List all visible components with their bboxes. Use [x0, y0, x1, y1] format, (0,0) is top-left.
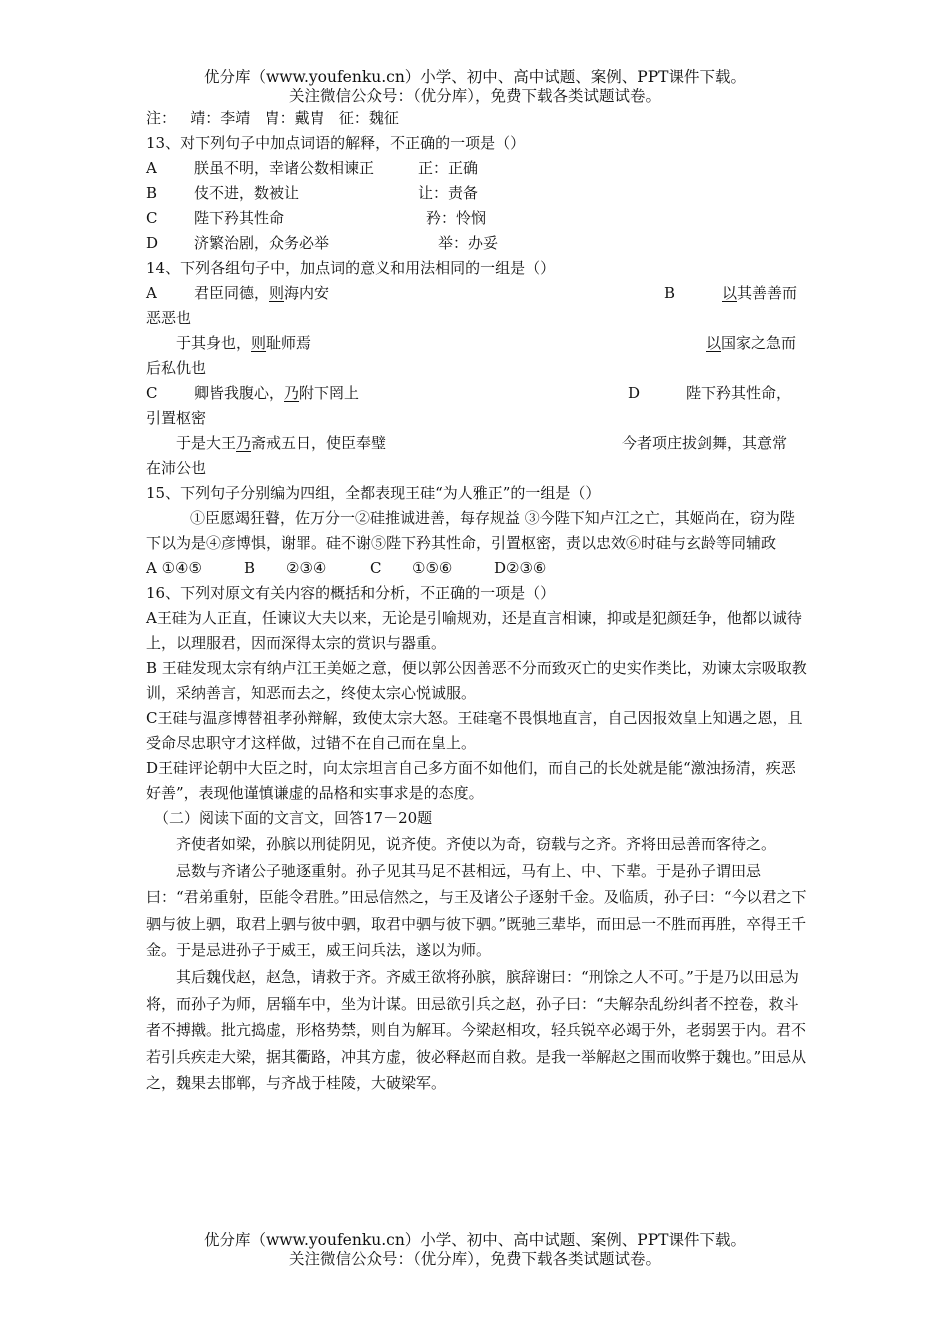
q16-stem: 16、下列对原文有关内容的概括和分析，不正确的一项是（） — [146, 584, 556, 602]
q14-a-label: A — [146, 284, 157, 302]
q14-c1-key: 乃 — [284, 384, 300, 402]
q15-option-c-label: C — [370, 559, 382, 577]
q14-d1: 陛下矜其性命， — [686, 384, 792, 402]
q14-stem: 14、下列各组句子中，加点词的意义和用法相同的一组是（） — [146, 259, 556, 277]
q13-option-b-gloss: 让：责备 — [418, 184, 479, 202]
document-body — [146, 106, 808, 1097]
passage-paragraph-1: 齐使者如梁，孙膑以刑徒阴见，说齐使。齐使以为奇，窃载与之齐。齐将田忌善而客待之。 — [176, 835, 777, 853]
q13-option-a-gloss: 正：正确 — [418, 159, 479, 177]
q13-option-c-label: C — [146, 209, 158, 227]
q16-option-d: D王硅评论朝中大臣之时，向太宗坦言自己多方面不如他们，而自己的长处就是能“激浊扬清，疾恶好善”，表现他谨慎谦虚的品格和实事求是的态度。 — [146, 759, 796, 802]
q13-option-d-gloss: 举：办妥 — [438, 234, 499, 252]
q14-row-cd-1 — [146, 381, 808, 406]
q14-a1-pre: 君臣同德， — [194, 284, 270, 302]
q13-option-b-text: 伎不进，数被让 — [194, 184, 300, 202]
q14-c2 — [176, 431, 386, 456]
q14-b2-cont: 后私仇也 — [146, 359, 207, 377]
q14-d2-cont: 在沛公也 — [146, 459, 207, 477]
q14-d1-cont: 引置枢密 — [146, 409, 207, 427]
q14-b1 — [722, 281, 797, 306]
q14-c1 — [194, 381, 359, 406]
q14-d-label: D — [628, 384, 641, 402]
q13-option-b-label: B — [146, 184, 158, 202]
q14-c2-key: 乃 — [236, 434, 252, 452]
q14-b1-post: 其善善而 — [737, 284, 798, 302]
q14-c1-post: 附下罔上 — [299, 384, 360, 402]
q13-option-a — [146, 156, 808, 181]
q14-b-label: B — [664, 284, 676, 302]
q13-option-c-text: 陛下矜其性命 — [194, 209, 285, 227]
q14-c1-pre: 卿皆我腹心， — [194, 384, 285, 402]
q15-stem: 15、下列句子分别编为四组，全都表现王硅“为人雅正”的一组是（） — [146, 484, 601, 502]
header-line-2: 关注微信公众号：（优分库），免费下载各类试题试卷。 — [288, 87, 661, 105]
q14-b2 — [706, 331, 796, 356]
q14-a1-key: 则 — [269, 284, 285, 302]
q15-options — [146, 556, 808, 581]
passage-paragraph-2: 忌数与齐诸公子驰逐重射。孙子见其马足不甚相远，马有上、中、下辈。于是孙子谓田忌曰：“君弟重射，臣能令君胜。”田忌信然之，与王及诸公子逐射千金。及临质，孙子曰：“今以君之下驷与彼上驷，取君上驷与彼中驷，取君中驷与彼下驷。”既驰三辈毕，而田忌一不胜而再胜，卒得王千金。于是忌进孙子于威王，威王问兵法，遂以为师。 — [146, 861, 807, 960]
q14-b1-key: 以 — [722, 284, 738, 302]
q14-a2 — [176, 331, 311, 356]
q14-b1-cont: 恶恶也 — [146, 309, 192, 327]
q15-option-b: ②③④ — [286, 559, 327, 577]
q15-body: ①臣愿竭狂瞽，佐万分一②硅推诚进善，每存规益 ③今陛下知卢江之亡，其姬尚在，窃为陛下以为是④彦博惧，谢罪。硅不谢⑤陛下矜其性命，引置枢密，责以忠效⑥时硅与玄龄等同辅政 — [146, 509, 795, 552]
q15-option-a: A ①④⑤ — [146, 559, 202, 577]
q14-row-ab-2 — [146, 331, 808, 356]
q16-option-a: A王硅为人正直，任谏议大夫以来，无论是引喻规劝，还是直言相谏，抑或是犯颜廷争，他都以诚待上，以理服君，因而深得太宗的赏识与器重。 — [146, 609, 802, 652]
q14-a2-key: 则 — [251, 334, 267, 352]
q13-option-d — [146, 231, 808, 256]
q14-a1-post: 海内安 — [284, 284, 330, 302]
passage-paragraph-3: 其后魏伐赵，赵急，请救于齐。齐威王欲将孙膑，膑辞谢曰：“刑馀之人不可。”于是乃以田忌为将，而孙子为师，居辎车中，坐为计谋。田忌欲引兵之赵，孙子曰：“夫解杂乱纷纠者不控卷，救斗者不搏撠。批亢捣虚，形格势禁，则自为解耳。今梁赵相攻，轻兵锐卒必竭于外，老弱罢于内。君不若引兵疾走大梁，据其衢路，冲其方虚，彼必释赵而自救。是我一举解赵之围而收弊于魏也。”田忌从之，魏果去邯郸，与齐战于桂陵，大破梁军。 — [146, 967, 807, 1093]
q15-option-b-label: B — [244, 559, 256, 577]
q16-option-b: B 王硅发现太宗有纳卢江王美姬之意，便以郭公因善恶不分而致灭亡的史实作类比，劝谏太宗吸取教训，采纳善言，知恶而去之，终使太宗心悦诚服。 — [146, 659, 807, 702]
footer-line-2: 关注微信公众号：（优分库），免费下载各类试题试卷。 — [288, 1250, 661, 1268]
q13-option-c — [146, 206, 808, 231]
q13-option-d-text: 济繁治剧，众务必举 — [194, 234, 330, 252]
q13-option-a-text: 朕虽不明，幸诸公数相谏正 — [194, 159, 375, 177]
note-line: 注： 靖：李靖 胄：戴胄 征：魏征 — [146, 109, 399, 127]
q13-option-c-gloss: 矜：怜悯 — [426, 209, 487, 227]
q14-a2-post: 耻师焉 — [266, 334, 312, 352]
q14-b2-key: 以 — [706, 334, 722, 352]
q14-row-cd-2 — [146, 431, 808, 456]
section2-heading: （二）阅读下面的文言文，回答17－20题 — [154, 809, 433, 827]
q13-option-b — [146, 181, 808, 206]
q15-option-d: D②③⑥ — [494, 559, 547, 577]
q15-option-c: ①⑤⑥ — [412, 559, 453, 577]
footer-line-1: 优分库（www.youfenku.cn）小学、初中、高中试题、案例、PPT课件下载。 — [203, 1231, 747, 1249]
q14-c-label: C — [146, 384, 158, 402]
q14-row-ab-1 — [146, 281, 808, 306]
q14-d2: 今者项庄拔剑舞，其意常 — [622, 434, 788, 452]
page-header — [0, 68, 950, 106]
header-line-1: 优分库（www.youfenku.cn）小学、初中、高中试题、案例、PPT课件下载。 — [203, 68, 747, 86]
q14-b2-post: 国家之急而 — [721, 334, 797, 352]
q16-option-c: C王硅与温彦博替祖孝孙辩解，致使太宗大怒。王硅毫不畏惧地直言，自己因报效皇上知遇之恩，且受命尽忠职守才这样做，过错不在自己而在皇上。 — [146, 709, 803, 752]
q13-stem: 13、对下列句子中加点词语的解释，不正确的一项是（） — [146, 134, 526, 152]
q14-a2-pre: 于其身也， — [176, 334, 252, 352]
q14-c2-post: 斋戒五日，使臣奉璧 — [251, 434, 387, 452]
q14-a1 — [194, 281, 329, 306]
q13-option-d-label: D — [146, 234, 159, 252]
page-footer — [0, 1231, 950, 1269]
q14-c2-pre: 于是大王 — [176, 434, 237, 452]
q13-option-a-label: A — [146, 159, 157, 177]
